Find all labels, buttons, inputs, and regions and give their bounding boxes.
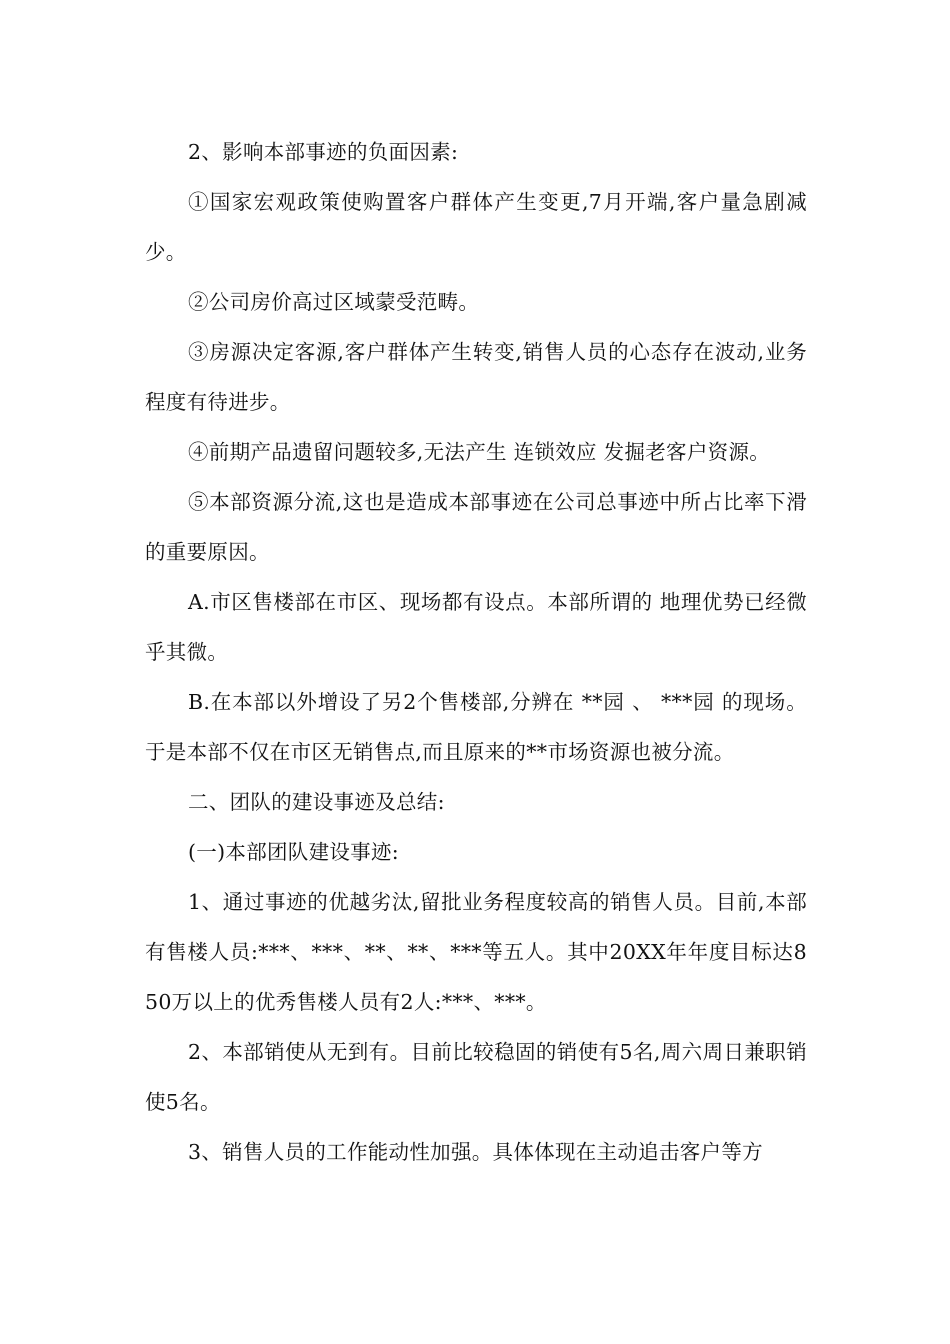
paragraph-team-item-2: 2、本部销使从无到有。目前比较稳固的销使有5名,周六周日兼职销使5名。 <box>145 1040 807 1114</box>
paragraph-factor-5: ⑤本部资源分流,这也是造成本部事迹在公司总事迹中所占比率下滑的重要原因。 <box>145 490 807 564</box>
paragraph-team-item-3: 3、销售人员的工作能动性加强。具体体现在主动追击客户等方 <box>188 1140 763 1164</box>
paragraph-factor-4: ④前期产品遗留问题较多,无法产生 连锁效应 发掘老客户资源。 <box>188 440 771 464</box>
paragraph-factor-1: ①国家宏观政策使购置客户群体产生变更,7月开端,客户量急剧减少。 <box>145 190 807 264</box>
document-body <box>145 127 807 1177</box>
subsection-heading-team-achievements: (一)本部团队建设事迹: <box>188 840 400 864</box>
paragraph-team-item-1: 1、通过事迹的优越劣汰,留批业务程度较高的销售人员。目前,本部有售楼人员:***、***、**、**、***等五人。其中20XX年年度目标达850万以上的优秀售楼人员有2人:***、***。 <box>145 890 807 1014</box>
section-heading-team-building: 二、团队的建设事迹及总结: <box>188 790 445 814</box>
paragraph-factor-2: ②公司房价高过区域蒙受范畴。 <box>188 290 480 314</box>
paragraph-factor-5a: A.市区售楼部在市区、现场都有设点。本部所谓的 地理优势已经微乎其微。 <box>145 590 807 664</box>
paragraph-factor-3: ③房源决定客源,客户群体产生转变,销售人员的心态存在波动,业务程度有待进步。 <box>145 340 807 414</box>
paragraph-factor-5b: B.在本部以外增设了另2个售楼部,分辨在 **园 、 ***园 的现场。于是本部不仅在市区无销售点,而且原来的**市场资源也被分流。 <box>145 690 807 764</box>
paragraph-negative-factors-heading: 2、影响本部事迹的负面因素: <box>188 140 459 164</box>
